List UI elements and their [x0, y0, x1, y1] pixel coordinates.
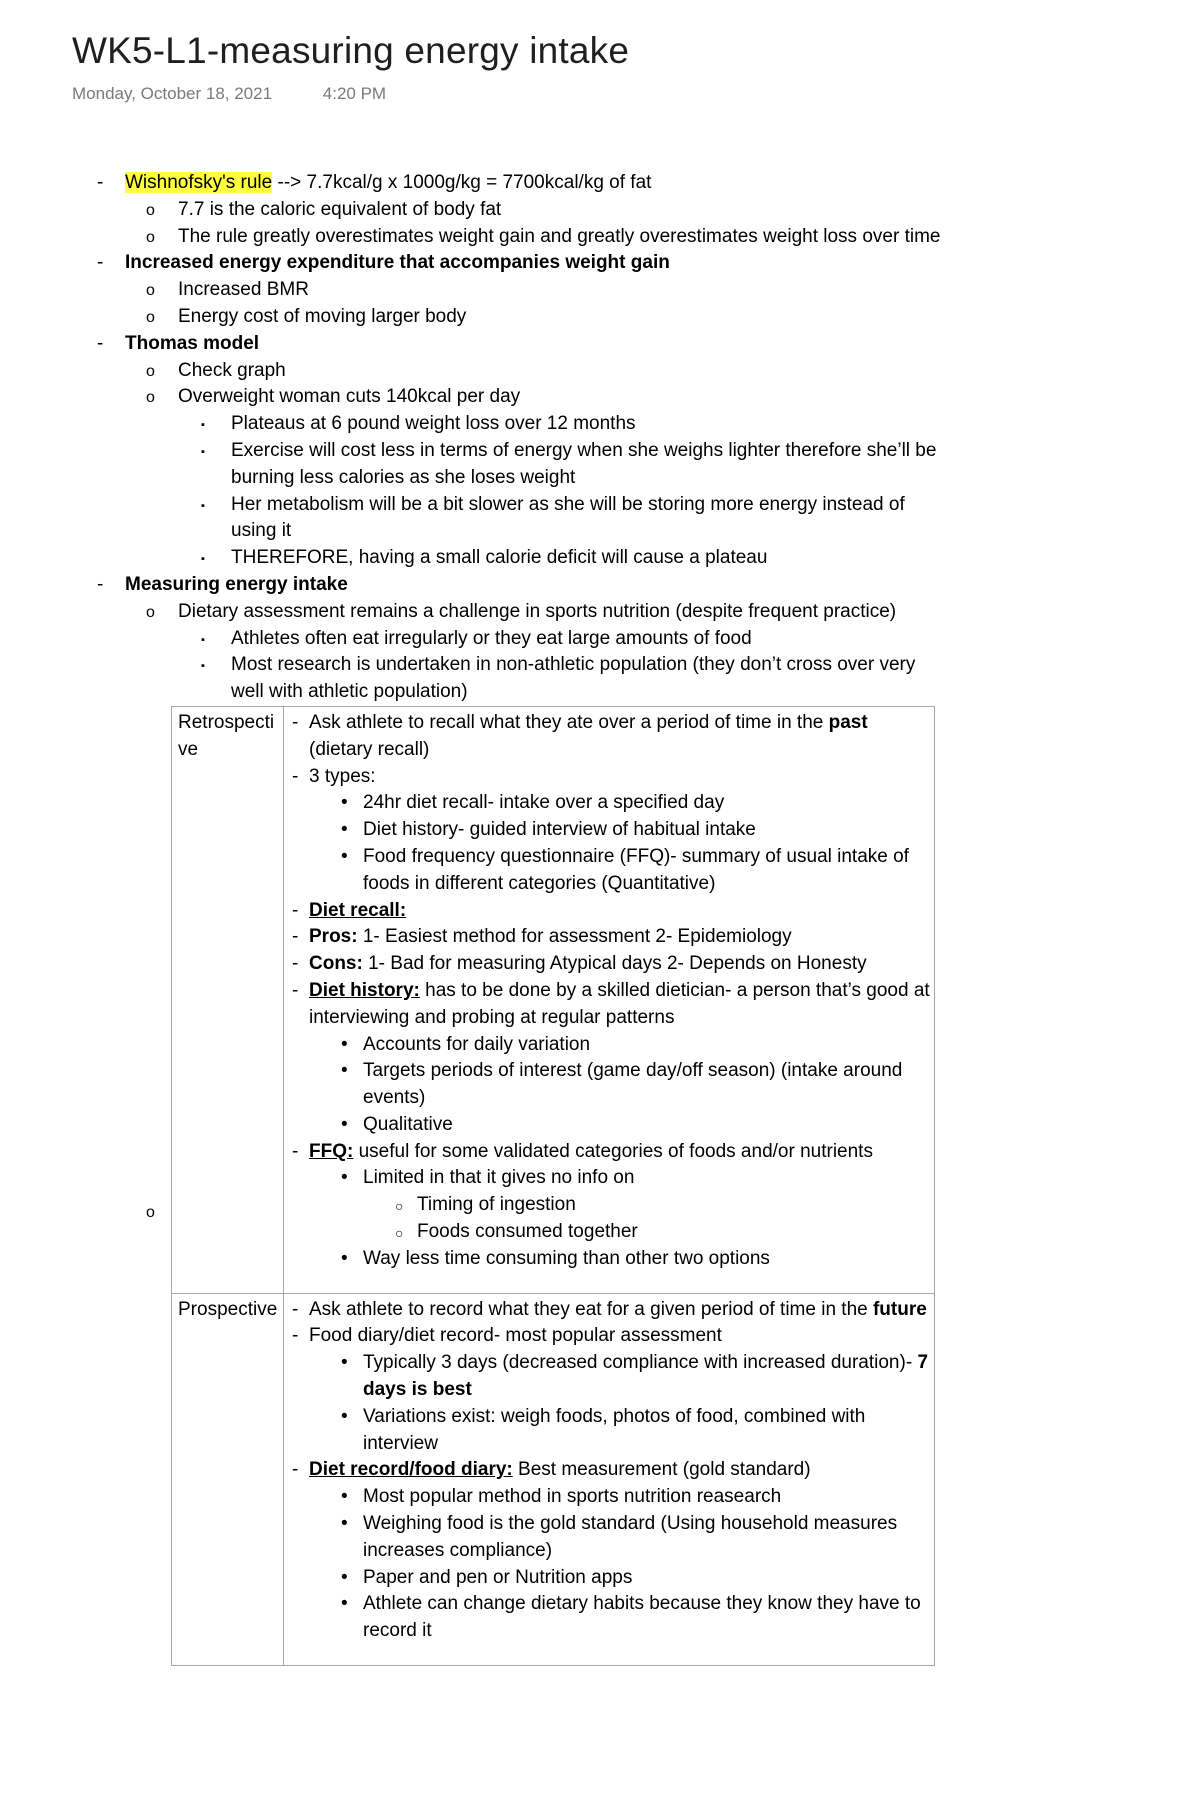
dash-bullet: - — [97, 252, 104, 274]
list-item: o Increased BMR — [0, 277, 1200, 304]
page-datetime — [72, 84, 386, 104]
page-date: Monday, October 18, 2021 — [72, 84, 273, 103]
square-bullet: ▪ — [201, 660, 205, 673]
list-item: ▪ THEREFORE, having a small calorie deficit will cause a plateau — [0, 545, 1200, 572]
page-time: 4:20 PM — [322, 84, 387, 103]
square-bullet: ▪ — [201, 419, 205, 432]
circle-bullet: o — [146, 1203, 155, 1221]
list-item: o Energy cost of moving larger body — [0, 304, 1200, 331]
table-cell-content: - Ask athlete to record what they eat for a given period of time in the future - Food diary/diet record- most popular assessment • Typically 3 days (decreased compliance with increased duration)- 7 days is best • Variations exist: weigh foods, photos of food, combined with interview - Diet record/food diary: Best measurement (gold standard) • Most popular method in sports nutrition reasearch • Weighing food is the gold standard (Using household measures increases compliance) • Paper and pen or Nutrition apps • Athlete can change dietary habits because they know they have to record it — [284, 1293, 935, 1665]
list-item: o The rule greatly overestimates weight gain and greatly overestimates weight loss over time — [0, 224, 1200, 251]
formula-text: --> 7.7kcal/g x 1000g/kg = 7700kcal/kg of fat — [272, 172, 652, 193]
highlighted-term: Wishnofsky's rule — [125, 172, 273, 193]
list-item: o Overweight woman cuts 140kcal per day — [0, 384, 1200, 411]
list-item — [0, 572, 1200, 599]
list-item: o 7.7 is the caloric equivalent of body fat — [0, 197, 1200, 224]
circle-bullet: o — [146, 282, 155, 300]
square-bullet: ▪ — [201, 445, 205, 458]
circle-bullet: o — [146, 362, 155, 380]
list-item — [0, 170, 1200, 197]
square-bullet: ▪ — [201, 633, 205, 646]
list-item — [0, 250, 1200, 277]
table-cell-content: - Ask athlete to recall what they ate over a period of time in the past (dietary recall) - 3 types: • 24hr diet recall- intake over a specified day • Diet history- guided interview of habitual intake • Food frequency questionnaire (FFQ)- summary of usual intake of foods in different categories (Quantitative) - Diet recall: - Pros: 1- Easiest method for assessment 2- Epidemiology - Cons: 1- Bad for measuring Atypical days 2- Depends on Honesty - Diet history: has to be done by a skilled dietician- a person that’s good at interviewing and probing at regular patterns • Accounts for daily variation • Targets periods of interest (game day/off season) (intake around events) • Qualitative - FFQ: useful for some validated categories of foods and/or nutrients • Limited in that it gives no info on ○ Timing of ingestion ○ Foods consumed together • Way less time consuming than other two options — [284, 706, 935, 1293]
circle-bullet: o — [146, 308, 155, 326]
list-item: ▪ Plateaus at 6 pound weight loss over 12 months — [0, 411, 1200, 438]
circle-bullet: o — [146, 228, 155, 246]
table-cell-label: Retrospective — [172, 706, 284, 1293]
list-item: o Dietary assessment remains a challenge in sports nutrition (despite frequent practice) — [0, 599, 1200, 626]
table-row — [172, 706, 935, 1293]
list-item: o Check graph — [0, 358, 1200, 385]
circle-bullet: o — [146, 603, 155, 621]
table-cell-label: Prospective — [172, 1293, 284, 1665]
section-heading: Thomas model — [125, 332, 260, 354]
list-item: ▪ Most research is undertaken in non-athletic population (they don’t cross over very well with athletic population) — [201, 654, 916, 703]
dash-bullet: - — [97, 172, 104, 193]
section-heading: Measuring energy intake — [125, 573, 348, 595]
circle-bullet: o — [146, 201, 155, 219]
square-bullet: ▪ — [201, 553, 205, 566]
list-item — [0, 331, 1200, 358]
list-item: ▪ Exercise will cost less in terms of energy when she weighs lighter therefore she’ll be burning less calories as she loses weight — [201, 439, 937, 488]
assessment-table — [171, 706, 935, 1666]
dash-bullet: - — [97, 332, 104, 354]
assessment-table-wrap — [0, 706, 1200, 1666]
page-title: WK5-L1-measuring energy intake — [72, 30, 630, 71]
list-item: ▪ Her metabolism will be a bit slower as she will be storing more energy instead of using it — [201, 493, 905, 542]
square-bullet: ▪ — [201, 499, 205, 512]
dash-bullet: - — [97, 573, 104, 595]
circle-bullet: o — [146, 389, 155, 407]
section-heading: Increased energy expenditure that accompanies weight gain — [125, 252, 670, 274]
list-item: ▪ Athletes often eat irregularly or they eat large amounts of food — [0, 626, 1200, 653]
note-content — [0, 170, 1200, 1666]
table-row — [172, 1293, 935, 1665]
